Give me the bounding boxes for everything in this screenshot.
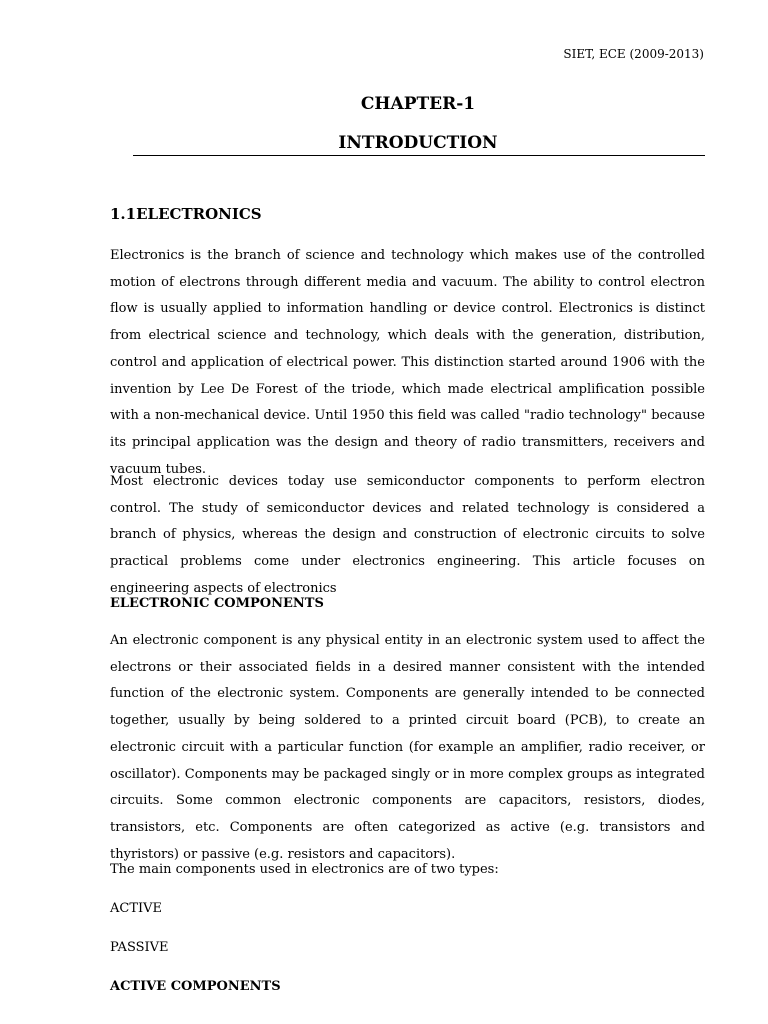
component-types-intro: The main components used in electronics are of two types: — [110, 862, 499, 877]
paragraph-semiconductor: Most electronic devices today use semiconductor components to perform electron control. The study of semiconductor devices and related technology is considered a branch of physics, whereas the design and construction of electronic circuits to solve practical problems come under electronics engineering. This article focuses on engineering aspects of electronics — [110, 474, 705, 596]
component-type-active: ACTIVE — [110, 901, 163, 916]
section-heading: 1.1ELECTRONICS — [110, 205, 262, 223]
chapter-number: CHAPTER-1 — [360, 94, 476, 114]
paragraph-components: An electronic component is any physical entity in an electronic system used to affect the electrons or their associated fields in a desired manner consistent with the intended function of the electronic system. Components are generally intended to be connected together, usually by being soldered to a printed circuit board (PCB), to create an electronic circuit with a particular function (for example an amplifier, radio receiver, or oscillator). Components may be packaged singly or in more complex groups as integrated circuits. Some common electronic components are capacitors, resistors, diodes, transistors, etc. Components are often categorized as active (e.g. transistors and thyristors) or passive (e.g. resistors and capacitors). — [110, 633, 705, 862]
components-heading: ELECTRONIC COMPONENTS — [110, 596, 324, 611]
title-divider — [133, 155, 705, 156]
paragraph-electronics-intro: Electronics is the branch of science and technology which makes use of the controlled motion of electrons through different media and vacuum. The ability to control electron flow is usually applied to information handling or device control. Electronics is distinct from electrical science and technology, which deals with the generation, distribution, control and application of electrical power. This distinction started around 1906 with the invention by Lee De Forest of the triode, which made electrical amplification possible with a non-mechanical device. Until 1950 this field was called "radio technology" because its principal application was the design and theory of radio transmitters, receivers and vacuum tubes. — [110, 248, 705, 477]
chapter-title: INTRODUCTION — [338, 133, 498, 153]
page-header: SIET, ECE (2009-2013) — [563, 47, 704, 61]
active-components-heading: ACTIVE COMPONENTS — [110, 979, 281, 994]
component-type-passive: PASSIVE — [110, 940, 169, 955]
